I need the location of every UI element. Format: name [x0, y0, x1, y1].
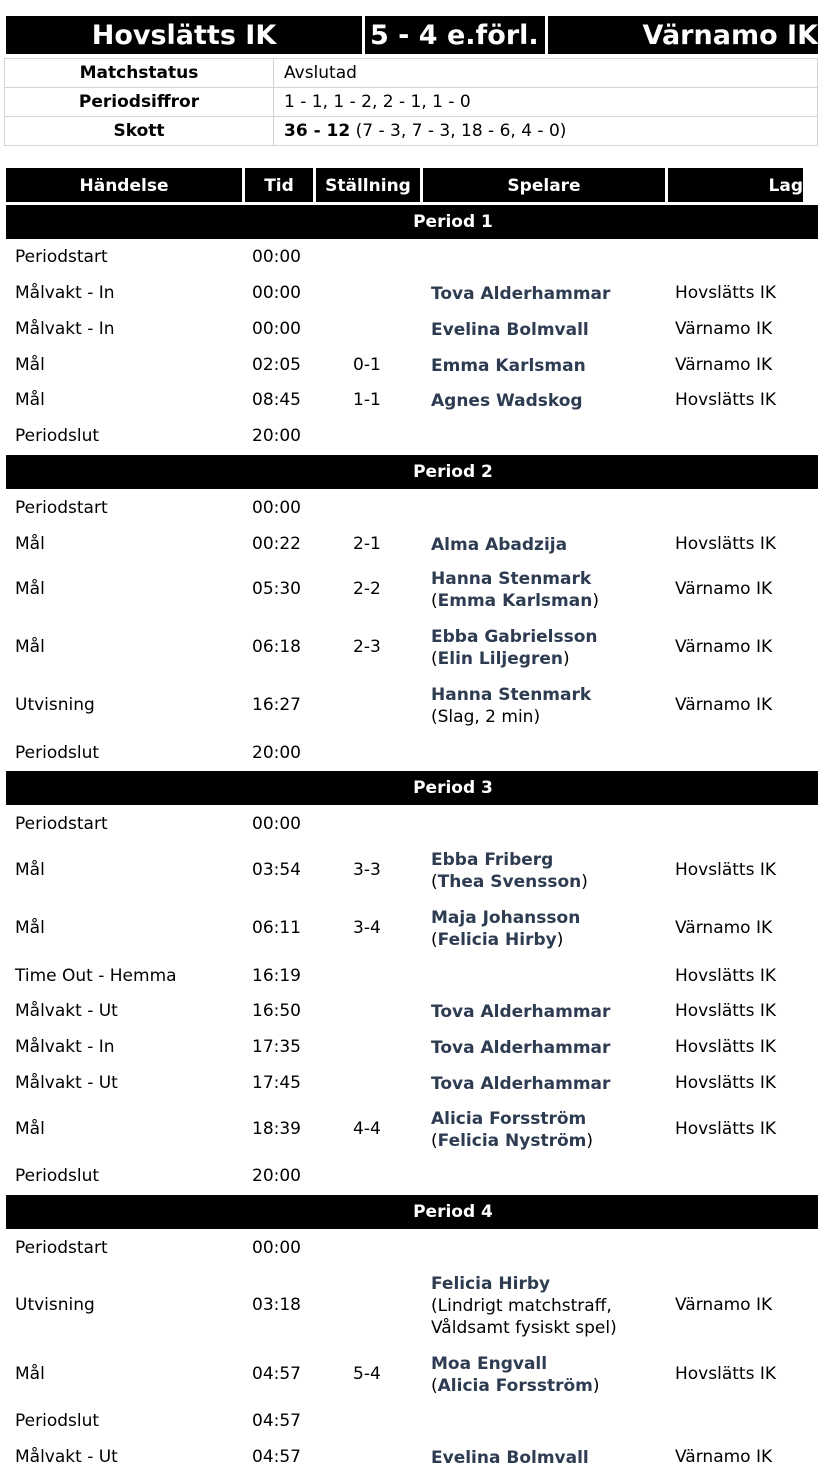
event-type: Mål — [15, 1119, 45, 1139]
event-score: 3-3 — [353, 860, 381, 880]
player-link[interactable]: Tova Alderhammar — [431, 1074, 611, 1094]
event-type: Mål — [15, 390, 45, 410]
match-info-table — [4, 58, 818, 146]
period-header — [6, 771, 818, 805]
event-time: 05:30 — [252, 579, 301, 599]
event-player-cell — [431, 355, 671, 377]
event-time: 00:00 — [252, 498, 301, 518]
event-time: 06:18 — [252, 637, 301, 657]
event-type: Mål — [15, 918, 45, 938]
event-type: Målvakt - Ut — [15, 1073, 118, 1093]
event-team: Hovslätts IK — [675, 1037, 776, 1057]
event-time: 20:00 — [252, 1166, 301, 1186]
event-type: Mål — [15, 355, 45, 375]
player-link[interactable]: Hanna Stenmark — [431, 569, 592, 589]
event-type: Mål — [15, 637, 45, 657]
event-time: 02:05 — [252, 355, 301, 375]
event-team: Värnamo IK — [675, 579, 773, 599]
event-type: Periodslut — [15, 743, 100, 763]
shots-total: 36 - 12 — [284, 121, 351, 141]
column-header-score: Ställning — [316, 168, 420, 202]
event-type: Periodslut — [15, 1166, 100, 1186]
info-row-shots — [5, 117, 818, 146]
assist-player-link[interactable]: Felicia Hirby — [437, 930, 557, 950]
player-link[interactable]: Tova Alderhammar — [431, 1002, 611, 1022]
assist-player-link[interactable]: Alicia Forsström — [437, 1376, 593, 1396]
info-value — [274, 117, 818, 146]
event-type: Periodstart — [15, 498, 108, 518]
event-type: Utvisning — [15, 1295, 95, 1315]
event-type: Målvakt - In — [15, 1037, 115, 1057]
event-time: 00:00 — [252, 814, 301, 834]
player-link[interactable]: Hanna Stenmark — [431, 685, 592, 705]
event-time: 16:27 — [252, 695, 301, 715]
event-time: 06:11 — [252, 918, 301, 938]
event-player-cell — [431, 390, 671, 412]
penalty-note: (Slag, 2 min) — [431, 707, 541, 727]
event-score: 5-4 — [353, 1364, 381, 1384]
events-table-header — [6, 168, 818, 202]
shots-per-period: (7 - 3, 7 - 3, 18 - 6, 4 - 0) — [350, 121, 567, 141]
event-score: 0-1 — [353, 355, 381, 375]
event-time: 03:18 — [252, 1295, 301, 1315]
player-link[interactable]: Ebba Gabrielsson — [431, 627, 598, 647]
event-time: 17:45 — [252, 1073, 301, 1093]
period-label: Period 4 — [413, 1202, 493, 1222]
event-player-cell: Moa Engvall (Alicia Forsström) — [431, 1354, 600, 1396]
period-label: Period 2 — [413, 462, 493, 482]
info-label: Matchstatus — [5, 59, 274, 88]
event-type: Målvakt - In — [15, 283, 115, 303]
event-player-cell — [431, 1001, 671, 1023]
event-type: Mål — [15, 579, 45, 599]
period-header — [6, 1195, 818, 1229]
event-player-cell — [431, 534, 671, 556]
event-team: Hovslätts IK — [675, 1001, 776, 1021]
event-team: Värnamo IK — [675, 1447, 773, 1467]
column-header-event: Händelse — [6, 168, 242, 202]
event-team: Värnamo IK — [675, 1295, 773, 1315]
event-player-cell — [431, 319, 671, 341]
event-type: Målvakt - Ut — [15, 1001, 118, 1021]
event-time: 03:54 — [252, 860, 301, 880]
player-link[interactable]: Moa Engvall — [431, 1354, 548, 1374]
player-link[interactable]: Evelina Bolmvall — [431, 320, 589, 340]
event-time: 04:57 — [252, 1364, 301, 1384]
event-team: Hovslätts IK — [675, 1119, 776, 1139]
event-time: 00:00 — [252, 283, 301, 303]
player-link[interactable]: Maja Johansson — [431, 908, 581, 928]
player-link[interactable]: Ebba Friberg — [431, 850, 554, 870]
event-type: Mål — [15, 1364, 45, 1384]
period-label: Period 3 — [413, 778, 493, 798]
event-team: Värnamo IK — [675, 695, 773, 715]
event-player-cell — [431, 1037, 671, 1059]
event-team: Hovslätts IK — [675, 1364, 776, 1384]
info-value: 1 - 1, 1 - 2, 2 - 1, 1 - 0 — [274, 88, 818, 117]
info-label: Periodsiffror — [5, 88, 274, 117]
event-score: 2-3 — [353, 637, 381, 657]
event-score: 4-4 — [353, 1119, 381, 1139]
event-team: Värnamo IK — [675, 355, 773, 375]
event-team: Hovslätts IK — [675, 283, 776, 303]
event-time: 20:00 — [252, 426, 301, 446]
penalty-note: (Lindrigt matchstraff, Våldsamt fysiskt spel) — [431, 1296, 617, 1338]
event-team: Hovslätts IK — [675, 966, 776, 986]
period-label: Period 1 — [413, 212, 493, 232]
event-type: Periodstart — [15, 247, 108, 267]
event-player-cell — [431, 1273, 671, 1339]
event-player-cell: Ebba Gabrielsson (Elin Liljegren) — [431, 627, 598, 669]
event-time: 04:57 — [252, 1411, 301, 1431]
column-header-team: Lag — [668, 168, 803, 202]
event-score: 2-2 — [353, 579, 381, 599]
event-player-cell: Hanna Stenmark (Emma Karlsman) — [431, 569, 599, 611]
assist-player-link[interactable]: Elin Liljegren — [437, 649, 563, 669]
event-type: Periodslut — [15, 426, 100, 446]
event-score: 2-1 — [353, 534, 381, 554]
event-type: Målvakt - In — [15, 319, 115, 339]
event-type: Målvakt - Ut — [15, 1447, 118, 1467]
assist-player-link[interactable]: Emma Karlsman — [437, 591, 593, 611]
event-type: Periodstart — [15, 814, 108, 834]
event-time: 00:22 — [252, 534, 301, 554]
player-link[interactable]: Emma Karlsman — [431, 356, 586, 376]
event-time: 17:35 — [252, 1037, 301, 1057]
event-player-cell: Ebba Friberg (Thea Svensson) — [431, 850, 588, 892]
event-type: Mål — [15, 534, 45, 554]
assist-player-link[interactable]: Thea Svensson — [437, 872, 582, 892]
info-row-period-scores — [5, 88, 818, 117]
event-team: Värnamo IK — [675, 918, 773, 938]
event-time: 00:00 — [252, 319, 301, 339]
event-team: Hovslätts IK — [675, 534, 776, 554]
event-time: 08:45 — [252, 390, 301, 410]
player-link[interactable]: Alicia Forsström — [431, 1109, 587, 1129]
info-value: Avslutad — [274, 59, 818, 88]
player-link[interactable]: Tova Alderhammar — [431, 284, 611, 304]
column-header-player: Spelare — [423, 168, 665, 202]
event-player-cell: Maja Johansson (Felicia Hirby) — [431, 908, 581, 950]
event-score: 1-1 — [353, 390, 381, 410]
player-link[interactable]: Felicia Hirby — [431, 1274, 551, 1294]
period-header — [6, 205, 818, 239]
assist-player-link[interactable]: Felicia Nyström — [437, 1131, 587, 1151]
event-type: Utvisning — [15, 695, 95, 715]
event-time: 04:57 — [252, 1447, 301, 1467]
event-player-cell — [431, 1073, 671, 1095]
event-team: Värnamo IK — [675, 637, 773, 657]
match-result: 5 - 4 e.förl. — [365, 16, 545, 54]
info-label: Skott — [5, 117, 274, 146]
event-score: 3-4 — [353, 918, 381, 938]
event-player-cell — [431, 283, 671, 305]
event-player-cell: Alicia Forsström (Felicia Nyström) — [431, 1109, 594, 1151]
home-team-name: Hovslätts IK — [6, 16, 362, 54]
event-time: 16:19 — [252, 966, 301, 986]
event-type: Periodslut — [15, 1411, 100, 1431]
player-link[interactable]: Tova Alderhammar — [431, 1038, 611, 1058]
period-header — [6, 455, 818, 489]
player-link[interactable]: Agnes Wadskog — [431, 391, 583, 411]
event-time: 18:39 — [252, 1119, 301, 1139]
event-player-cell — [431, 684, 671, 728]
event-type: Periodstart — [15, 1238, 108, 1258]
event-time: 00:00 — [252, 247, 301, 267]
event-team: Hovslätts IK — [675, 860, 776, 880]
info-row-status — [5, 59, 818, 88]
player-link[interactable]: Alma Abadzija — [431, 535, 568, 555]
event-team: Hovslätts IK — [675, 390, 776, 410]
match-score-header — [6, 16, 818, 54]
event-time: 16:50 — [252, 1001, 301, 1021]
column-header-time: Tid — [245, 168, 313, 202]
away-team-name: Värnamo IK — [548, 16, 818, 54]
event-time: 20:00 — [252, 743, 301, 763]
event-type: Mål — [15, 860, 45, 880]
player-link[interactable]: Evelina Bolmvall — [431, 1448, 589, 1468]
event-team: Värnamo IK — [675, 319, 773, 339]
event-team: Hovslätts IK — [675, 1073, 776, 1093]
event-type: Time Out - Hemma — [15, 966, 177, 986]
event-time: 00:00 — [252, 1238, 301, 1258]
event-player-cell — [431, 1447, 671, 1469]
